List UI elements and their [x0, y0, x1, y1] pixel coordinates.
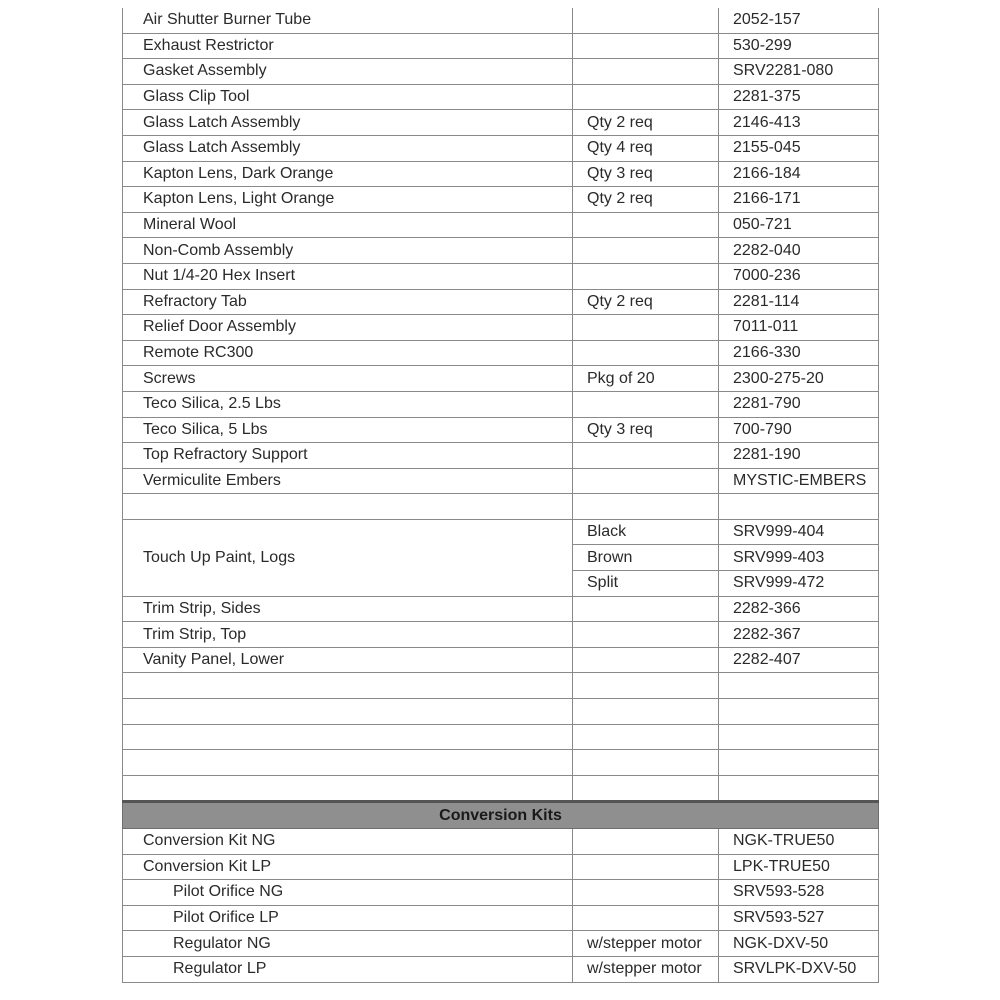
table-row — [123, 905, 879, 931]
table-row — [123, 931, 879, 957]
part-number-cell: 2146-413 — [719, 110, 879, 136]
qty-cell — [573, 905, 719, 931]
table-row — [123, 289, 879, 315]
part-name-cell: Kapton Lens, Dark Orange — [123, 161, 573, 187]
paint-color-cell: Black — [573, 519, 719, 545]
part-number-cell: 2166-184 — [719, 161, 879, 187]
qty-cell — [573, 238, 719, 264]
part-name-cell: Screws — [123, 366, 573, 392]
table-row — [123, 340, 879, 366]
qty-cell: Qty 4 req — [573, 135, 719, 161]
part-name-cell: Conversion Kit NG — [123, 829, 573, 855]
qty-cell: Qty 2 req — [573, 289, 719, 315]
part-number-cell: SRV999-403 — [719, 545, 879, 571]
part-name-cell: Trim Strip, Top — [123, 622, 573, 648]
empty-cell — [719, 724, 879, 750]
empty-row — [123, 494, 879, 520]
table-row — [123, 468, 879, 494]
empty-cell — [123, 699, 573, 725]
qty-cell — [573, 829, 719, 855]
part-number-cell: 2052-157 — [719, 8, 879, 33]
table-row — [123, 212, 879, 238]
table-row — [123, 263, 879, 289]
table-row — [123, 8, 879, 33]
part-number-cell: 2282-367 — [719, 622, 879, 648]
empty-cell — [573, 775, 719, 802]
part-name-cell: Mineral Wool — [123, 212, 573, 238]
qty-cell — [573, 880, 719, 906]
part-number-cell: 7000-236 — [719, 263, 879, 289]
qty-cell: w/stepper motor — [573, 956, 719, 982]
parts-table-body — [123, 8, 879, 982]
part-number-cell: 2166-330 — [719, 340, 879, 366]
part-name-cell: Pilot Orifice NG — [123, 880, 573, 906]
part-name-cell: Non-Comb Assembly — [123, 238, 573, 264]
qty-cell — [573, 596, 719, 622]
part-name-cell: Trim Strip, Sides — [123, 596, 573, 622]
part-number-cell: 2155-045 — [719, 135, 879, 161]
part-number-cell: 2281-114 — [719, 289, 879, 315]
table-row — [123, 84, 879, 110]
qty-cell — [573, 59, 719, 85]
empty-cell — [123, 775, 573, 802]
empty-cell — [573, 699, 719, 725]
part-name-cell: Glass Latch Assembly — [123, 135, 573, 161]
parts-table — [122, 8, 879, 983]
part-name-cell: Vanity Panel, Lower — [123, 647, 573, 673]
table-row — [123, 238, 879, 264]
section-header-row — [123, 802, 879, 829]
table-row — [123, 366, 879, 392]
part-number-cell: SRV2281-080 — [719, 59, 879, 85]
part-number-cell: MYSTIC-EMBERS — [719, 468, 879, 494]
part-number-cell: 2282-366 — [719, 596, 879, 622]
table-row — [123, 829, 879, 855]
table-row — [123, 622, 879, 648]
paint-color-cell: Brown — [573, 545, 719, 571]
part-name-cell: Teco Silica, 2.5 Lbs — [123, 391, 573, 417]
qty-cell — [573, 647, 719, 673]
empty-cell — [719, 750, 879, 776]
empty-cell — [123, 750, 573, 776]
part-name-cell: Refractory Tab — [123, 289, 573, 315]
qty-cell: w/stepper motor — [573, 931, 719, 957]
table-row — [123, 854, 879, 880]
empty-row — [123, 724, 879, 750]
part-name-cell: Teco Silica, 5 Lbs — [123, 417, 573, 443]
part-name-cell: Remote RC300 — [123, 340, 573, 366]
qty-cell — [573, 443, 719, 469]
part-number-cell: 2282-040 — [719, 238, 879, 264]
part-name-cell: Nut 1/4-20 Hex Insert — [123, 263, 573, 289]
part-number-cell: 7011-011 — [719, 315, 879, 341]
part-number-cell: NGK-DXV-50 — [719, 931, 879, 957]
part-number-cell: 2166-171 — [719, 187, 879, 213]
table-row — [123, 315, 879, 341]
table-row — [123, 647, 879, 673]
qty-cell — [573, 84, 719, 110]
part-name-cell: Air Shutter Burner Tube — [123, 8, 573, 33]
part-number-cell: SRV593-528 — [719, 880, 879, 906]
empty-row — [123, 775, 879, 802]
qty-cell: Qty 3 req — [573, 417, 719, 443]
part-number-cell: SRV999-472 — [719, 571, 879, 597]
part-name-cell: Vermiculite Embers — [123, 468, 573, 494]
qty-cell: Qty 2 req — [573, 110, 719, 136]
qty-cell: Pkg of 20 — [573, 366, 719, 392]
empty-cell — [123, 673, 573, 699]
qty-cell: Qty 3 req — [573, 161, 719, 187]
table-row — [123, 443, 879, 469]
empty-cell — [719, 673, 879, 699]
table-row — [123, 59, 879, 85]
empty-cell — [573, 724, 719, 750]
part-number-cell: 050-721 — [719, 212, 879, 238]
part-number-cell: SRVLPK-DXV-50 — [719, 956, 879, 982]
qty-cell — [573, 315, 719, 341]
section-title: Conversion Kits — [123, 802, 879, 829]
part-name-cell: Glass Clip Tool — [123, 84, 573, 110]
table-row — [123, 33, 879, 59]
part-name-cell: Kapton Lens, Light Orange — [123, 187, 573, 213]
empty-cell — [719, 699, 879, 725]
table-row — [123, 135, 879, 161]
part-number-cell: 530-299 — [719, 33, 879, 59]
part-number-cell: NGK-TRUE50 — [719, 829, 879, 855]
part-name-cell: Glass Latch Assembly — [123, 110, 573, 136]
qty-cell — [573, 8, 719, 33]
empty-cell — [123, 724, 573, 750]
part-number-cell: 700-790 — [719, 417, 879, 443]
qty-cell — [573, 263, 719, 289]
part-number-cell: 2300-275-20 — [719, 366, 879, 392]
part-number-cell: SRV999-404 — [719, 519, 879, 545]
table-row — [123, 187, 879, 213]
empty-row — [123, 750, 879, 776]
part-name-cell: Top Refractory Support — [123, 443, 573, 469]
part-number-cell: 2282-407 — [719, 647, 879, 673]
part-number-cell: LPK-TRUE50 — [719, 854, 879, 880]
part-number-cell: 2281-790 — [719, 391, 879, 417]
qty-cell — [573, 468, 719, 494]
table-row — [123, 110, 879, 136]
empty-cell — [719, 775, 879, 802]
table-row — [123, 391, 879, 417]
table-row — [123, 417, 879, 443]
table-row — [123, 956, 879, 982]
part-name-cell: Gasket Assembly — [123, 59, 573, 85]
empty-cell — [573, 673, 719, 699]
paint-color-cell: Split — [573, 571, 719, 597]
empty-cell — [573, 494, 719, 520]
paint-name-cell: Touch Up Paint, Logs — [123, 519, 573, 596]
part-name-cell: Pilot Orifice LP — [123, 905, 573, 931]
qty-cell — [573, 340, 719, 366]
qty-cell — [573, 212, 719, 238]
empty-cell — [573, 750, 719, 776]
part-number-cell: 2281-375 — [719, 84, 879, 110]
part-name-cell: Conversion Kit LP — [123, 854, 573, 880]
empty-cell — [123, 494, 573, 520]
part-name-cell: Exhaust Restrictor — [123, 33, 573, 59]
qty-cell — [573, 622, 719, 648]
empty-cell — [719, 494, 879, 520]
empty-row — [123, 699, 879, 725]
table-row — [123, 161, 879, 187]
qty-cell — [573, 391, 719, 417]
table-row — [123, 596, 879, 622]
part-name-cell: Relief Door Assembly — [123, 315, 573, 341]
part-number-cell: 2281-190 — [719, 443, 879, 469]
qty-cell — [573, 33, 719, 59]
part-name-cell: Regulator LP — [123, 956, 573, 982]
table-row — [123, 880, 879, 906]
part-name-cell: Regulator NG — [123, 931, 573, 957]
empty-row — [123, 673, 879, 699]
part-number-cell: SRV593-527 — [719, 905, 879, 931]
paint-row — [123, 519, 879, 545]
qty-cell — [573, 854, 719, 880]
qty-cell: Qty 2 req — [573, 187, 719, 213]
